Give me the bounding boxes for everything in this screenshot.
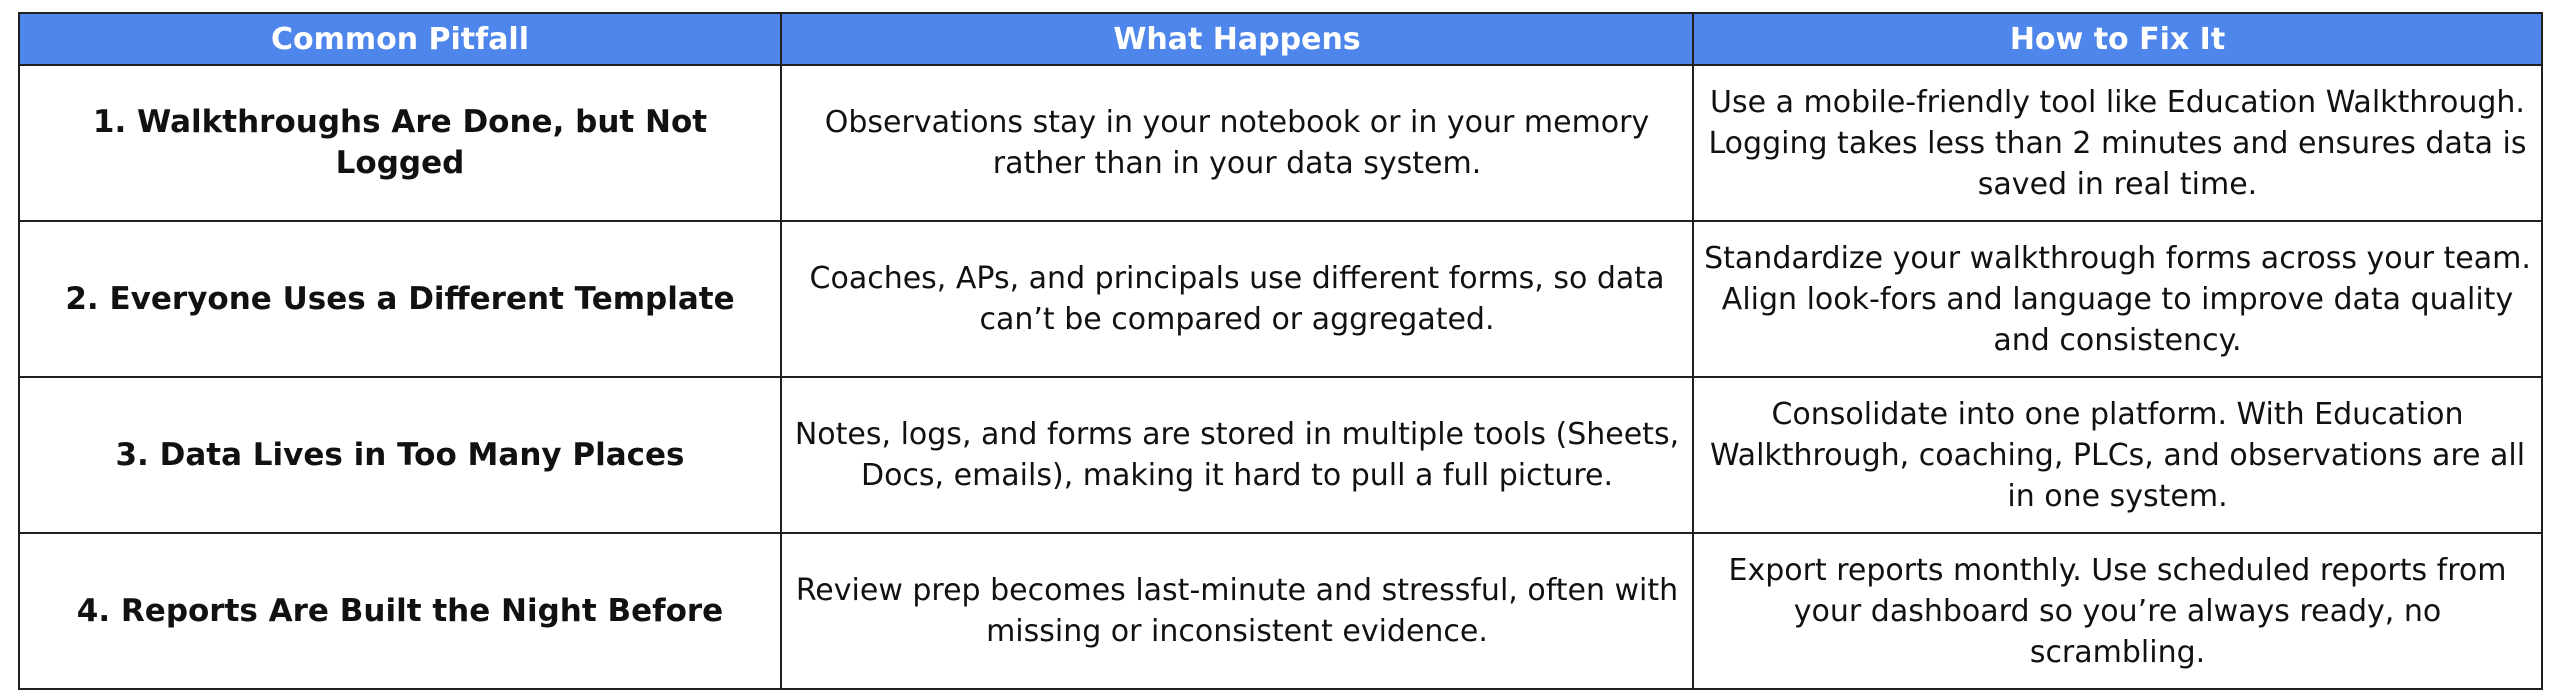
pitfall-cell: 2. Everyone Uses a Different Template (19, 221, 781, 377)
what-happens-cell: Coaches, APs, and principals use different forms, so data can’t be compared or aggregated. (781, 221, 1693, 377)
header-row (19, 13, 2542, 65)
pitfalls-table (18, 12, 2543, 690)
header-what-happens: What Happens (781, 13, 1693, 65)
pitfall-cell: 4. Reports Are Built the Night Before (19, 533, 781, 689)
table-row (19, 377, 2542, 533)
fix-cell: Use a mobile-friendly tool like Education Walkthrough. Logging takes less than 2 minutes and ensures data is saved in real time. (1693, 65, 2542, 221)
header-common-pitfall: Common Pitfall (19, 13, 781, 65)
what-happens-cell: Observations stay in your notebook or in your memory rather than in your data system. (781, 65, 1693, 221)
table-row (19, 65, 2542, 221)
pitfall-cell: 3. Data Lives in Too Many Places (19, 377, 781, 533)
table-row (19, 533, 2542, 689)
what-happens-cell: Review prep becomes last-minute and stressful, often with missing or inconsistent evidence. (781, 533, 1693, 689)
table-header (19, 13, 2542, 65)
fix-cell: Export reports monthly. Use scheduled reports from your dashboard so you’re always ready, no scrambling. (1693, 533, 2542, 689)
fix-cell: Consolidate into one platform. With Education Walkthrough, coaching, PLCs, and observations are all in one system. (1693, 377, 2542, 533)
what-happens-cell: Notes, logs, and forms are stored in multiple tools (Sheets, Docs, emails), making it hard to pull a full picture. (781, 377, 1693, 533)
pitfall-cell: 1. Walkthroughs Are Done, but Not Logged (19, 65, 781, 221)
header-how-to-fix: How to Fix It (1693, 13, 2542, 65)
table-body (19, 65, 2542, 689)
table-row (19, 221, 2542, 377)
fix-cell: Standardize your walkthrough forms across your team. Align look-fors and language to improve data quality and consistency. (1693, 221, 2542, 377)
pitfalls-table-container (18, 12, 2541, 690)
